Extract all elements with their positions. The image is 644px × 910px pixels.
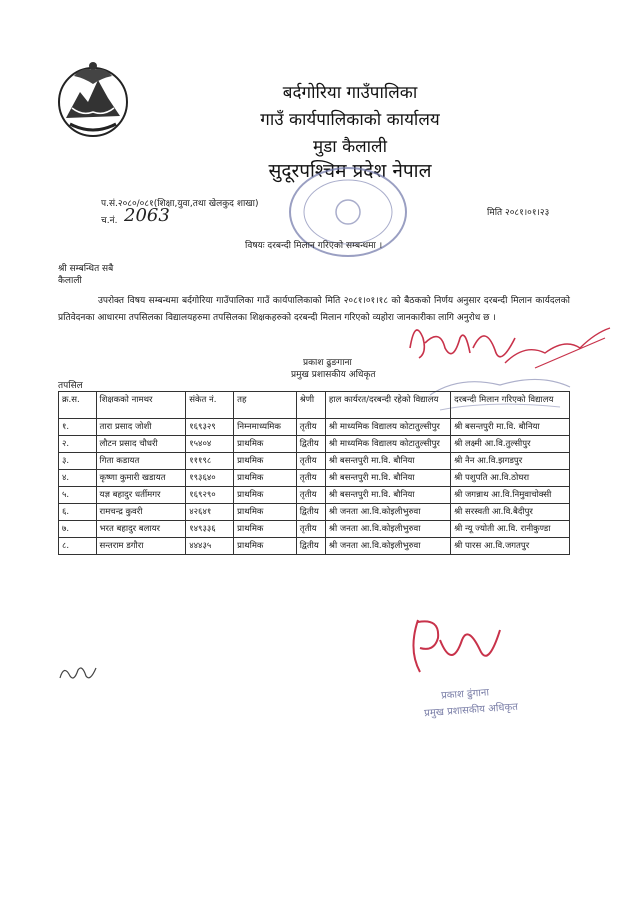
cell-grade: द्वितीय [296,538,325,555]
col-header-grade: श्रेणी [296,392,325,419]
cell-current-school: श्री बसन्तपुरी मा.वि. बौनिया [325,487,450,504]
nepal-emblem-icon [52,58,134,140]
table-row [59,504,570,521]
cell-grade: द्वितीय [296,504,325,521]
letterhead-municipality: बर्दगोरिया गाउँपालिका [282,83,418,103]
signature-icon [400,610,510,680]
cell-level: निम्नमाध्यमिक [234,419,297,436]
cell-name: तारा प्रसाद जोशी [96,419,186,436]
initials-icon [56,660,101,685]
cell-grade: द्वितीय [296,436,325,453]
table-row [59,487,570,504]
cell-name: यज्ञ बहादुर धर्तीमगर [96,487,186,504]
cell-current-school: श्री जनता आ.वि.कोइलीभुरुवा [325,521,450,538]
col-header-level: तह [234,392,297,419]
cell-sn: ३. [59,453,97,470]
table-header-row [59,392,570,419]
cell-level: प्राथमिक [234,504,297,521]
table-row [59,436,570,453]
chalani-number: 2063 [124,205,170,226]
letter-body: उपरोक्त विषय सम्बन्धमा बर्दगोरिया गाउँपालिका गाउँ कार्यपालिकाको मिति २०८१।०१।१८ को बैठकको निर्णय अनुसार दरबन्दी मिलान कार्यदलको प्रतिवेदनका आधारमा तपसिलका विद्यालयहरुमा तपसिलका शिक्षकहरुको दरबन्दी मिलान गरिएको व्यहोरा जानकारीका लागि अनुरोध छ । [58,296,570,323]
cell-current-school: श्री बसन्तपुरी मा.वि. बौनिया [325,470,450,487]
cell-code: १६९३२९ [186,419,234,436]
cell-assigned-school: श्री पारस आ.वि.जगतपुर [451,538,570,555]
reference-number: प.सं.२०८०/०८१(शिक्षा,युवा,तथा खेलकुद शाखा) [101,199,259,209]
cell-current-school: श्री माध्यमिक विद्यालय कोटातुल्सीपुर [325,419,450,436]
cell-assigned-school: श्री बसन्तपुरी मा.वि. बौनिया [451,419,570,436]
cell-assigned-school: श्री जगन्नाथ आ.वि.निमुवाचोक्सी [451,487,570,504]
letterhead-location: मुडा कैलाली [313,137,387,157]
cell-level: प्राथमिक [234,470,297,487]
cell-sn: ५. [59,487,97,504]
cell-grade: तृतीय [296,521,325,538]
letter-subject: विषयः दरबन्दी मिलान गरिएको सम्बन्धमा । [245,241,383,251]
letterhead-office: गाउँ कार्यपालिकाको कार्यालय [260,110,440,130]
cell-code: १५४०४ [186,436,234,453]
col-header-assigned-school: दरबन्दी मिलान गरिएको विद्यालय [451,392,570,419]
cell-code: १९३६४० [186,470,234,487]
cell-code: १६९२९० [186,487,234,504]
cell-sn: ८. [59,538,97,555]
col-header-current-school: हाल कार्यरत/दरबन्दी रहेको विद्यालय [325,392,450,419]
cell-grade: तृतीय [296,470,325,487]
cell-level: प्राथमिक [234,453,297,470]
cell-name: भरत बहादुर बलायर [96,521,186,538]
cell-current-school: श्री जनता आ.वि.कोइलीभुरुवा [325,538,450,555]
chalani-label: च.नं. [101,216,118,226]
letterhead-province: सुदूरपश्चिम प्रदेश नेपाल [268,160,432,182]
recipient-line-1: श्री सम्बन्धित सबै [58,264,114,274]
signer-title: प्रमुख प्रशासकीय अधिकृत [291,370,376,380]
recipient-line-2: कैलाली [58,276,82,286]
cell-name: गिता कडायत [96,453,186,470]
teacher-allocation-table [58,391,570,555]
annex-label: तपसिल [58,381,83,391]
cell-level: प्राथमिक [234,436,297,453]
cell-assigned-school: श्री नैन आ.वि.झगडपुर [451,453,570,470]
cell-assigned-school: श्री न्यू ज्योती आ.वि. रानीकुण्डा [451,521,570,538]
cell-grade: तृतीय [296,453,325,470]
cell-code: ४२६४१ [186,504,234,521]
cell-code: ४४४३५ [186,538,234,555]
cell-code: १४९३३६ [186,521,234,538]
cell-code: १११९८ [186,453,234,470]
cell-name: लौटन प्रसाद चौधरी [96,436,186,453]
cell-sn: ४. [59,470,97,487]
cell-assigned-school: श्री पशुपति आ.वि.ठोघरा [451,470,570,487]
cell-name: सन्तराम डगौरा [96,538,186,555]
table-row [59,470,570,487]
stamp-signer-title: प्रमुख प्रशासकीय अधिकृत [423,701,519,720]
table-row [59,538,570,555]
cell-current-school: श्री जनता आ.वि.कोइलीभुरुवा [325,504,450,521]
signer-name: प्रकाश ढुङगाना [303,358,352,368]
stamp-signer-name: प्रकाश ढुंगाना [440,687,490,702]
cell-level: प्राथमिक [234,538,297,555]
cell-sn: १. [59,419,97,436]
cell-grade: तृतीय [296,487,325,504]
cell-sn: ६. [59,504,97,521]
table-row [59,419,570,436]
cell-sn: २. [59,436,97,453]
col-header-sn: क्र.स. [59,392,97,419]
table-row [59,521,570,538]
cell-level: प्राथमिक [234,487,297,504]
cell-current-school: श्री माध्यमिक विद्यालय कोटातुल्सीपुर [325,436,450,453]
cell-assigned-school: श्री लक्ष्मी आ.वि.तुल्सीपुर [451,436,570,453]
cell-name: कृष्णा कुमारी खडायत [96,470,186,487]
letter-date: मिति २०८१।०१।२३ [487,208,550,218]
col-header-code: संकेत नं. [186,392,234,419]
cell-assigned-school: श्री सरस्वती आ.वि.बैदीपुर [451,504,570,521]
cell-grade: तृतीय [296,419,325,436]
cell-current-school: श्री बसन्तपुरी मा.वि. बौनिया [325,453,450,470]
cell-level: प्राथमिक [234,521,297,538]
cell-name: रामचन्द्र कुवरी [96,504,186,521]
table-row [59,453,570,470]
col-header-name: शिक्षकको नामथर [96,392,186,419]
cell-sn: ७. [59,521,97,538]
